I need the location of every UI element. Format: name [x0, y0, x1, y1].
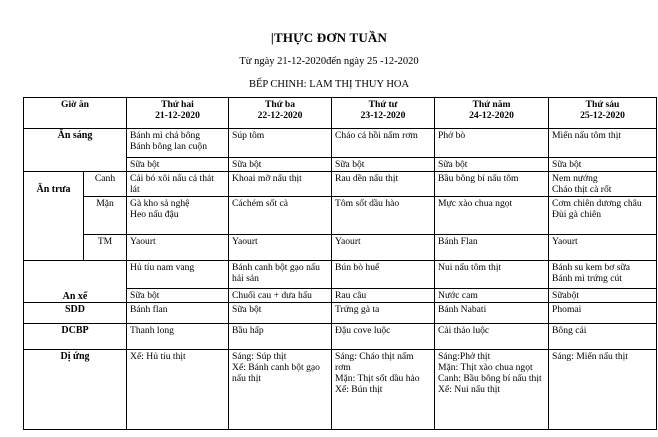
- menu-cell: Cơm chiên dương châu Đùi gà chiên: [549, 197, 657, 235]
- menu-cell: Súp tôm: [229, 129, 332, 158]
- menu-cell: Mực xào chua ngọt: [435, 197, 549, 235]
- day-header: Thứ hai 21-12-2020: [127, 98, 229, 129]
- man-label: Mặn: [84, 197, 127, 235]
- menu-cell: Đậu cove luộc: [332, 324, 435, 350]
- menu-cell: Thanh long: [127, 324, 229, 350]
- menu-cell: Sữa bột: [127, 289, 229, 303]
- lunch-man-row: [24, 197, 657, 235]
- canh-label: Canh: [84, 172, 127, 197]
- menu-cell: Bún bò huế: [332, 261, 435, 289]
- menu-cell: Sữa bột: [229, 303, 332, 324]
- lunch-tm-row: [24, 235, 657, 261]
- menu-cell: Yaourt: [332, 235, 435, 261]
- tm-label: TM: [84, 235, 127, 261]
- breakfast-row: [24, 129, 657, 158]
- day-header: Thứ năm 24-12-2020: [435, 98, 549, 129]
- menu-cell: Bánh canh bột gạo nấu hải sản: [229, 261, 332, 289]
- menu-cell: Nem nướng Cháo thịt cà rốt: [549, 172, 657, 197]
- menu-cell: Sáng: Cháo thịt nấm rơm Mặn: Thịt sốt dầu hào Xế: Bún thịt: [332, 350, 435, 430]
- menu-cell: Rau dền nấu thịt: [332, 172, 435, 197]
- snack-row: [24, 261, 657, 289]
- menu-cell: Cải thảo luộc: [435, 324, 549, 350]
- menu-cell: Cáchém sốt cà: [229, 197, 332, 235]
- menu-cell: Bánh flan: [127, 303, 229, 324]
- menu-cell: Chuối cau + dưa hấu: [229, 289, 332, 303]
- day-header: Thứ tư 23-12-2020: [332, 98, 435, 129]
- menu-cell: Sữa bột: [549, 158, 657, 172]
- menu-cell: Bầu hấp: [229, 324, 332, 350]
- menu-cell: Rau câu: [332, 289, 435, 303]
- menu-cell: Phở bò: [435, 129, 549, 158]
- dcbp-row: [24, 324, 657, 350]
- menu-cell: Khoai mỡ nấu thịt: [229, 172, 332, 197]
- menu-cell: Nui nấu tôm thịt: [435, 261, 549, 289]
- menu-cell: Sữa bột: [435, 158, 549, 172]
- menu-cell: Trứng gà ta: [332, 303, 435, 324]
- menu-cell: Miến nấu tôm thịt: [549, 129, 657, 158]
- snack-label: An xế: [24, 261, 127, 303]
- menu-cell: Sáng: Miến nấu thịt: [549, 350, 657, 430]
- chef-name: BẾP CHINH: LAM THỊ THUY HOA: [248, 79, 410, 90]
- meal-column-header: Giờ ăn: [24, 98, 127, 129]
- menu-cell: Yaourt: [549, 235, 657, 261]
- lunch-label: Ăn trưa: [24, 172, 84, 261]
- date-range: Từ ngày 21-12-2020đến ngày 25 -12-2020: [239, 56, 419, 67]
- menu-cell: Cải bó xôi nấu cá thát lát: [127, 172, 229, 197]
- menu-cell: Bông cải: [549, 324, 657, 350]
- day-header: Thứ ba 22-12-2020: [229, 98, 332, 129]
- menu-cell: Bánh Flan: [435, 235, 549, 261]
- menu-cell: Bánh su kem bơ sữa Bánh mì trứng cút: [549, 261, 657, 289]
- menu-cell: Bánh mì chả bông Bánh bông lan cuộn: [127, 129, 229, 158]
- day-header: Thứ sáu 25-12-2020: [549, 98, 657, 129]
- menu-cell: Xế: Hủ tíu thịt: [127, 350, 229, 430]
- menu-cell: Sáng: Súp thịt Xế: Bánh canh bột gạo nấu thịt: [229, 350, 332, 430]
- dcbp-label: DCBP: [24, 324, 127, 350]
- menu-cell: Yaourt: [229, 235, 332, 261]
- sdd-label: SDD: [24, 303, 127, 324]
- allergy-row: [24, 350, 657, 430]
- menu-cell: Sáng:Phở thịt Mặn: Thịt xào chua ngọt Canh: Bầu bông bí nấu thịt Xế: Nui nấu thịt: [435, 350, 549, 430]
- lunch-canh-row: [24, 172, 657, 197]
- menu-cell: Sữa bột: [229, 158, 332, 172]
- menu-title: |THỰC ĐƠN TUẦN: [270, 30, 388, 45]
- menu-cell: Bầu bông bí nấu tôm: [435, 172, 549, 197]
- menu-cell: Nước cam: [435, 289, 549, 303]
- menu-cell: Sữabột: [549, 289, 657, 303]
- header-row: [24, 98, 657, 129]
- weekly-menu-table: [23, 97, 657, 430]
- menu-cell: Phomai: [549, 303, 657, 324]
- menu-cell: Gà kho sả nghệ Heo nấu đậu: [127, 197, 229, 235]
- sdd-row: [24, 303, 657, 324]
- menu-cell: Hủ tíu nam vang: [127, 261, 229, 289]
- menu-cell: Tôm sốt dầu hào: [332, 197, 435, 235]
- menu-cell: Cháo cá hồi nấm rơm: [332, 129, 435, 158]
- menu-cell: Sữa bột: [332, 158, 435, 172]
- menu-cell: Bánh Nabati: [435, 303, 549, 324]
- menu-cell: Yaourt: [127, 235, 229, 261]
- allergy-label: Dị ứng: [24, 350, 127, 430]
- breakfast-label: Ăn sáng: [24, 129, 127, 172]
- menu-cell: Sữa bột: [127, 158, 229, 172]
